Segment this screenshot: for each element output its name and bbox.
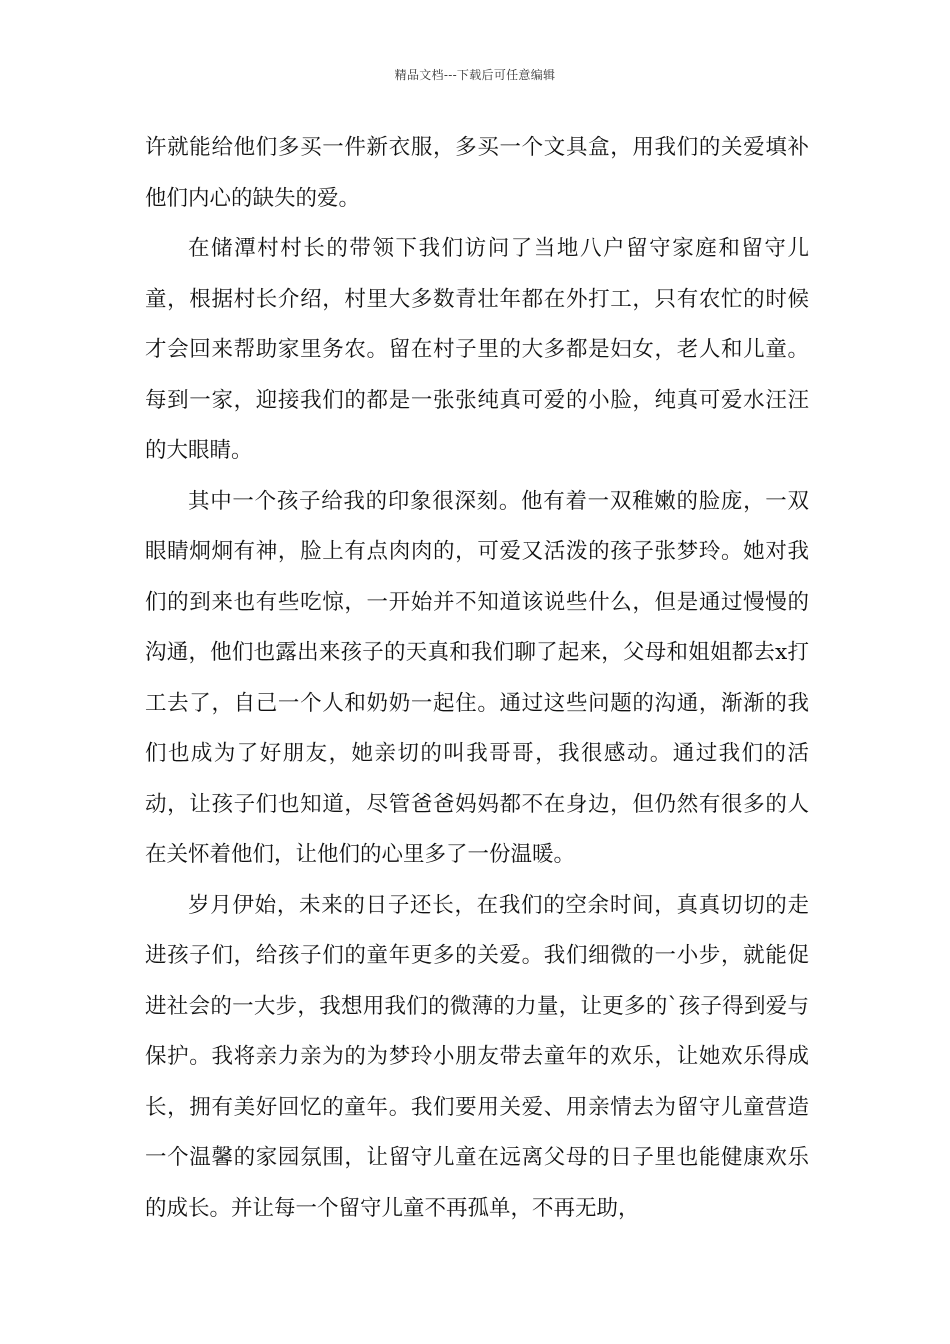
document-body [145,123,809,1234]
paragraph-village-visit: 在储潭村村长的带领下我们访问了当地八户留守家庭和留守儿童，根据村长介绍，村里大多数青壮年都在外打工，只有农忙的时候才会回来帮助家里务农。留在村子里的大多都是妇女，老人和儿童。每到一家，迎接我们的都是一张张纯真可爱的小脸，纯真可爱水汪汪的大眼睛。 [145,236,809,463]
paragraph-child-impression: 其中一个孩子给我的印象很深刻。他有着一双稚嫩的脸庞，一双眼睛炯炯有神，脸上有点肉肉的，可爱又活泼的孩子张梦玲。她对我们的到来也有些吃惊，一开始并不知道该说些什么，但是通过慢慢的沟通，他们也露出来孩子的天真和我们聊了起来，父母和姐姐都去x打工去了，自己一个人和奶奶一起住。通过这些问题的沟通，渐渐的我们也成为了好朋友，她亲切的叫我哥哥，我很感动。通过我们的活动，让孩子们也知道，尽管爸爸妈妈都不在身边，但仍然有很多的人在关怀着他们，让他们的心里多了一份温暖。 [145,488,809,867]
paragraph-continuation: 许就能给他们多买一件新衣服，多买一个文具盒，用我们的关爱填补他们内心的缺失的爱。 [145,135,809,211]
paragraph-future-care: 岁月伊始，未来的日子还长，在我们的空余时间，真真切切的走进孩子们，给孩子们的童年更多的关爱。我们细微的一小步，就能促进社会的一大步，我想用我们的微薄的力量，让更多的`孩子得到爱与保护。我将亲力亲为的为梦玲小朋友带去童年的欢乐，让她欢乐得成长，拥有美好回忆的童年。我们要用关爱、用亲情去为留守儿童营造一个温馨的家园氛围，让留守儿童在远离父母的日子里也能健康欢乐的成长。并让每一个留守儿童不再孤单，不再无助， [145,892,809,1221]
page-header: 精品文档---下载后可任意编辑 [394,68,556,82]
